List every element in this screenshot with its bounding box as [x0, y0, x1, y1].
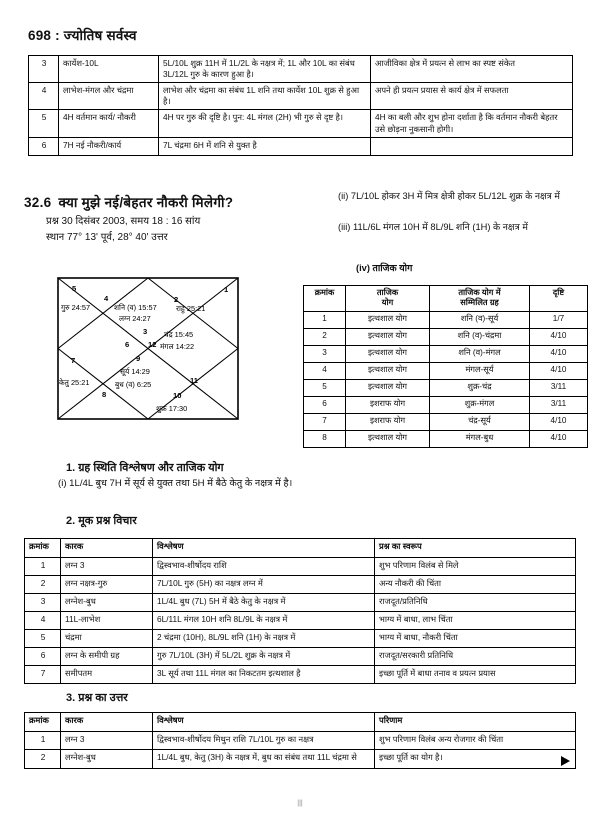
house-number-7: 7 — [71, 356, 76, 365]
col-header-graha — [430, 286, 530, 312]
page-running-head: 698 : ज्योतिष सर्वस्व — [28, 28, 137, 43]
row-yoga: इशराफ योग — [346, 396, 430, 413]
house-number-8: 8 — [102, 390, 107, 399]
section-heading — [24, 193, 233, 211]
right-item-iv: (iv) ताजिक योग — [356, 263, 413, 273]
row-number: 2 — [25, 576, 61, 594]
row-analysis: 4H पर गुरु की दृष्टि है। पुन: 4L मंगल (2H) भी गुरु से दृष्ट है। — [159, 110, 371, 137]
table-row — [25, 732, 576, 750]
house-number-11: 11 — [190, 376, 199, 385]
row-drishti: 4/10 — [530, 328, 588, 345]
table-row — [25, 594, 576, 612]
table-row — [29, 137, 573, 155]
house-number-3: 3 — [143, 327, 148, 336]
row-karak: समीपतम — [61, 666, 153, 684]
row-number: 4 — [29, 83, 59, 110]
house-number-6: 6 — [125, 340, 130, 349]
row-result — [371, 137, 573, 155]
row-analysis: गुरु 7L/10L (3H) में 5L/2L शुक्र के नक्षत्र में — [153, 648, 375, 666]
row-yoga: इत्थशाल योग — [346, 379, 430, 396]
row-swaroop: अन्य नौकरी की चिंता — [375, 576, 576, 594]
prashn-ka-uttar-table — [24, 712, 576, 769]
row-graha: शुक्र-चंद्र — [430, 379, 530, 396]
row-number: 7 — [304, 413, 346, 430]
row-graha: मंगल-बुध — [430, 430, 530, 447]
question-place: स्थान 77° 13' पूर्व, 28° 40' उत्तर — [46, 232, 168, 243]
row-analysis: 7L चंद्रमा 6H में शनि से युक्त है — [159, 137, 371, 155]
row-swaroop: भाग्य में बाधा, लाभ चिंता — [375, 612, 576, 630]
row-number: 5 — [25, 630, 61, 648]
house-number-4: 4 — [104, 294, 109, 303]
planet-label-ketu: केतु 25:21 — [59, 378, 90, 387]
row-number: 8 — [304, 430, 346, 447]
section-number: 32.6 — [24, 195, 52, 210]
row-swaroop: शुभ परिणाम विलंब से मिले — [375, 558, 576, 576]
table-row — [29, 110, 573, 137]
right-item-ii: (ii) 7L/10L होकर 3H में मित्र क्षेत्री होकर 5L/12L शुक्र के नक्षत्र में — [338, 191, 560, 201]
table-header-row — [25, 713, 576, 732]
row-drishti: 4/10 — [530, 345, 588, 362]
row-analysis: 2 चंद्रमा (10H), 8L/9L शनि (1H) के नक्षत्र में — [153, 630, 375, 648]
table-row — [25, 612, 576, 630]
table-row — [25, 666, 576, 684]
col-header-yoga-line1: ताजिक — [376, 288, 399, 297]
col-header-swaroop: प्रश्न का स्वरूप — [375, 539, 576, 558]
table-row — [25, 630, 576, 648]
row-yoga: इशराफ योग — [346, 413, 430, 430]
row-analysis: द्विस्वभाव-शीर्षोदय राशि — [153, 558, 375, 576]
table-row — [304, 413, 588, 430]
row-number: 3 — [25, 594, 61, 612]
row-karak: 4H वर्तमान कार्य/ नौकरी — [59, 110, 159, 137]
row-analysis: 1L/4L बुध, केतु (3H) के नक्षत्र में, बुध का संबंध तथा 11L चंद्रमा से — [153, 750, 375, 769]
house-number-10: 10 — [173, 391, 182, 400]
row-result: अपने ही प्रयत्न प्रयास से कार्य क्षेत्र में सफलता — [371, 83, 573, 110]
heading-mook-prashn: 2. मूक प्रश्न विचार — [66, 515, 137, 527]
row-karak: चंद्रमा — [61, 630, 153, 648]
row-karak: कार्येश-10L — [59, 56, 159, 83]
row-number: 1 — [25, 558, 61, 576]
table-row — [304, 345, 588, 362]
tajik-yoga-table — [303, 285, 588, 448]
table-row — [304, 396, 588, 413]
row-analysis: द्विस्वभाव-शीर्षोदय मिथुन राशि 7L/10L गुरु का नक्षत्र — [153, 732, 375, 750]
row-yoga: इत्थशाल योग — [346, 328, 430, 345]
row-karak: 11L-लाभेश — [61, 612, 153, 630]
col-header-analysis: विश्लेषण — [153, 713, 375, 732]
row-analysis: लाभेश और चंद्रमा का संबंध 1L शनि तथा कार्येश 10L शुक्र से हुआ है। — [159, 83, 371, 110]
house-number-2: 2 — [174, 295, 179, 304]
row-number: 7 — [25, 666, 61, 684]
table-row — [25, 576, 576, 594]
row-drishti: 3/11 — [530, 379, 588, 396]
row-graha: शनि (व)-चंद्रमा — [430, 328, 530, 345]
table-header-row — [25, 539, 576, 558]
row-parinam — [375, 750, 576, 769]
section-title: क्या मुझे नई/बेहतर नौकरी मिलेगी? — [58, 195, 234, 210]
col-header-karak: कारक — [61, 539, 153, 558]
row-swaroop: राजदूत/प्रतिनिधि — [375, 594, 576, 612]
table-row — [304, 430, 588, 447]
row-analysis: 3L सूर्य तथा 11L मंगल का निकटतम इत्थशाल है — [153, 666, 375, 684]
heading-prashn-uttar: 3. प्रश्न का उत्तर — [66, 692, 128, 704]
row-graha: शनि (व)-मंगल — [430, 345, 530, 362]
row-number: 1 — [25, 732, 61, 750]
heading-graha-sthiti: 1. ग्रह स्थिति विश्लेषण और ताजिक योग — [66, 462, 224, 474]
row-result: आजीविका क्षेत्र में प्रयत्न से लाभ का स्पष्ट संकेत — [371, 56, 573, 83]
row-drishti: 4/10 — [530, 413, 588, 430]
row-number: 4 — [304, 362, 346, 379]
col-header-serial: क्रमांक — [25, 539, 61, 558]
row-karak: लग्नेश-बुध — [61, 594, 153, 612]
col-header-yoga-line2: योग — [381, 298, 394, 308]
paragraph-item-i: (i) 1L/4L बुध 7H में सूर्य से युक्त तथा 5H में बैठे केतु के नक्षत्र में है। — [58, 478, 293, 489]
col-header-serial: क्रमांक — [304, 286, 346, 312]
house-number-12: 12 — [148, 340, 157, 349]
col-header-graha-line1: ताजिक योग में — [458, 288, 501, 297]
col-header-analysis: विश्लेषण — [153, 539, 375, 558]
row-yoga: इत्थशाल योग — [346, 311, 430, 328]
row-drishti: 1/7 — [530, 311, 588, 328]
row-graha: शनि (व)-सूर्य — [430, 311, 530, 328]
house-number-1: 1 — [224, 285, 229, 294]
row-number: 3 — [304, 345, 346, 362]
row-number: 4 — [25, 612, 61, 630]
row-karak: लग्न 3 — [61, 558, 153, 576]
row-yoga: इत्थशाल योग — [346, 430, 430, 447]
planet-label-shani: शनि (व) 15:57 — [114, 303, 157, 312]
row-karak: लग्न नक्षत्र-गुरु — [61, 576, 153, 594]
table-row — [25, 750, 576, 769]
row-analysis: 1L/4L बुध (7L) 5H में बैठे केतु के नक्षत्र में — [153, 594, 375, 612]
row-karak: 7H नई नौकरी/कार्य — [59, 137, 159, 155]
row-result: 4H का बली और शुभ होना दर्शाता है कि वर्तमान नौकरी बेहतर उसे छोड़ना नुकसानी होगी। — [371, 110, 573, 137]
table-row — [25, 648, 576, 666]
right-item-iii: (iii) 11L/6L मंगल 10H में 8L/9L शनि (1H) के नक्षत्र में — [338, 222, 528, 232]
table-row — [304, 311, 588, 328]
house-number-5: 5 — [72, 284, 77, 293]
table-row — [29, 56, 573, 83]
planet-label-surya: सूर्य 14:29 — [120, 367, 150, 376]
row-swaroop: इच्छा पूर्ति में बाधा तनाव व प्रयत्न प्रयास — [375, 666, 576, 684]
row-analysis: 6L/11L मंगल 10H शनि 8L/9L के नक्षत्र में — [153, 612, 375, 630]
row-graha: चंद्र-सूर्य — [430, 413, 530, 430]
row-drishti: 3/11 — [530, 396, 588, 413]
row-number: 3 — [29, 56, 59, 83]
planet-label-rahu: राहु 25:21 — [176, 304, 206, 313]
col-header-parinam: परिणाम — [375, 713, 576, 732]
row-karak: लग्न के समीपी ग्रह — [61, 648, 153, 666]
planet-label-mangal: मंगल 14:22 — [160, 342, 195, 351]
col-header-drishti: दृष्टि — [530, 286, 588, 312]
row-swaroop: राजदूत/सरकारी प्रतिनिधि — [375, 648, 576, 666]
col-header-graha-line2: सम्मिलित ग्रह — [460, 298, 499, 308]
table-header-row — [304, 286, 588, 312]
house-number-9: 9 — [136, 354, 141, 363]
row-yoga: इत्थशाल योग — [346, 345, 430, 362]
row-number: 6 — [304, 396, 346, 413]
row-karak: लाभेश-मंगल और चंद्रमा — [59, 83, 159, 110]
table-row — [304, 362, 588, 379]
page-folio: ||| — [297, 800, 303, 807]
row-graha: शुक्र-मंगल — [430, 396, 530, 413]
row-number: 6 — [29, 137, 59, 155]
row-parinam: शुभ परिणाम विलंब अन्य रोजगार की चिंता — [375, 732, 576, 750]
col-header-serial: क्रमांक — [25, 713, 61, 732]
planet-label-shukra: शुक्र 17:30 — [156, 404, 188, 413]
table-row — [29, 83, 573, 110]
planet-label-chandra: चंद्र 15:45 — [164, 330, 194, 339]
row-drishti: 4/10 — [530, 362, 588, 379]
row-number: 2 — [304, 328, 346, 345]
table-row — [304, 328, 588, 345]
kundali-chart — [57, 277, 239, 420]
row-number: 5 — [304, 379, 346, 396]
planet-analysis-table-continued — [28, 55, 573, 156]
row-karak: लग्नेश-बुध — [61, 750, 153, 769]
row-analysis: 7L/10L गुरु (5H) का नक्षत्र लग्न में — [153, 576, 375, 594]
row-parinam-text: इच्छा पूर्ति का योग है। — [379, 752, 443, 762]
table-row — [304, 379, 588, 396]
planet-label-guru: गुरु 24:57 — [61, 303, 91, 312]
planet-label-budh: बुध (व) 6:25 — [115, 380, 152, 389]
mook-prashn-vichar-table — [24, 538, 576, 684]
col-header-karak: कारक — [61, 713, 153, 732]
row-drishti: 4/10 — [530, 430, 588, 447]
row-number: 6 — [25, 648, 61, 666]
row-analysis: 5L/10L शुक्र 11H में 1L/2L के नक्षत्र में; 1L और 10L का संबंध 3L/12L गुरु के कारण हुआ है। — [159, 56, 371, 83]
col-header-yoga — [346, 286, 430, 312]
row-karak: लग्न 3 — [61, 732, 153, 750]
row-number: 1 — [304, 311, 346, 328]
planet-label-lagna: लग्न 24:27 — [119, 314, 151, 323]
table-row — [25, 558, 576, 576]
play-triangle-icon — [561, 756, 570, 766]
row-number: 5 — [29, 110, 59, 137]
question-datetime: प्रश्न 30 दिसंबर 2003, समय 18 : 16 सांय — [46, 216, 201, 227]
row-number: 2 — [25, 750, 61, 769]
row-yoga: इत्थशाल योग — [346, 362, 430, 379]
row-swaroop: भाग्य में बाधा, नौकरी चिंता — [375, 630, 576, 648]
row-graha: मंगल-सूर्य — [430, 362, 530, 379]
